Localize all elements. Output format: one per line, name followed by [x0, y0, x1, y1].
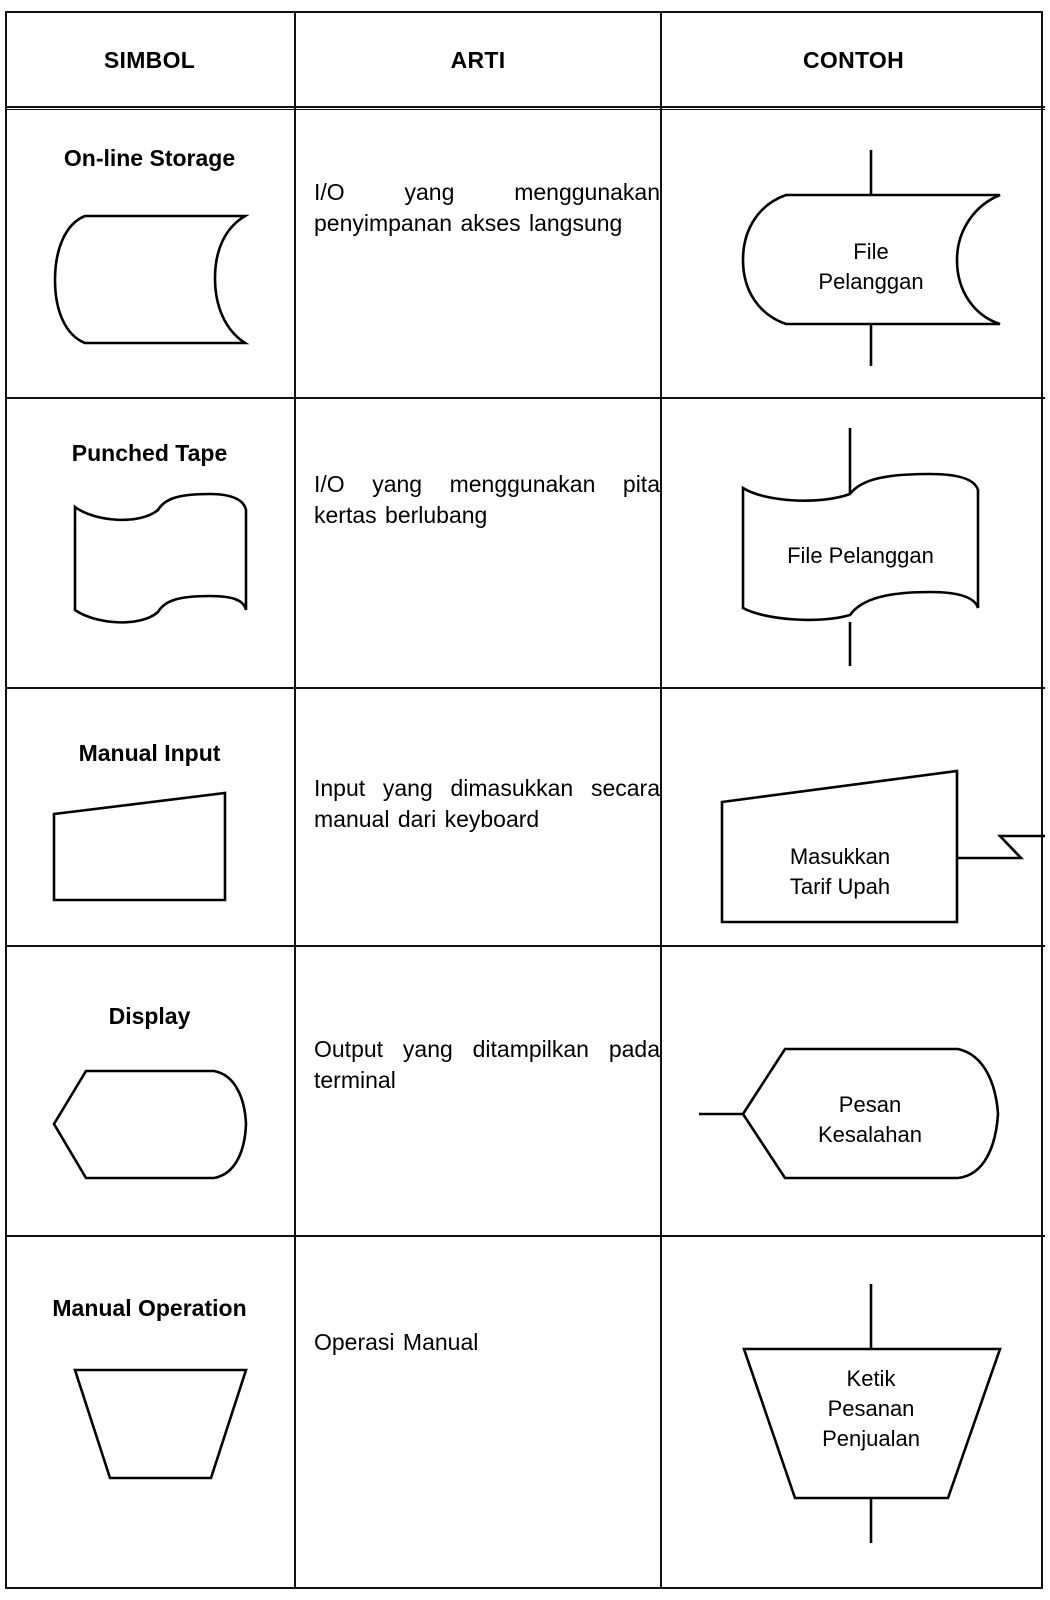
example-label: File Pelanggan — [818, 239, 924, 294]
symbol-name: Punched Tape — [71, 440, 228, 466]
symbol-name: Display — [108, 1003, 191, 1029]
symbol-meaning: Output yang ditampilkan pada terminal — [314, 1036, 660, 1093]
example-label: Ketik Pesanan Penjualan — [822, 1366, 920, 1451]
example-label: Masukkan Tarif Upah — [789, 844, 891, 899]
symbol-meaning: I/O yang menggunakan pita kertas berlubang — [314, 471, 660, 528]
symbol-name: Manual Input — [78, 740, 221, 766]
symbol-meaning: Operasi Manual — [314, 1329, 479, 1355]
example-label: Pesan Kesalahan — [818, 1092, 922, 1147]
symbol-meaning: I/O yang menggunakan penyimpanan akses langsung — [314, 179, 660, 236]
header-example: CONTOH — [802, 46, 905, 73]
header-symbol: SIMBOL — [103, 46, 196, 73]
header-meaning: ARTI — [450, 46, 506, 73]
symbol-meaning: Input yang dimasukkan secara manual dari keyboard — [314, 775, 660, 832]
symbol-name: Manual Operation — [52, 1295, 247, 1321]
symbol-name: On-line Storage — [63, 145, 236, 171]
example-label: File Pelanggan — [787, 543, 934, 568]
